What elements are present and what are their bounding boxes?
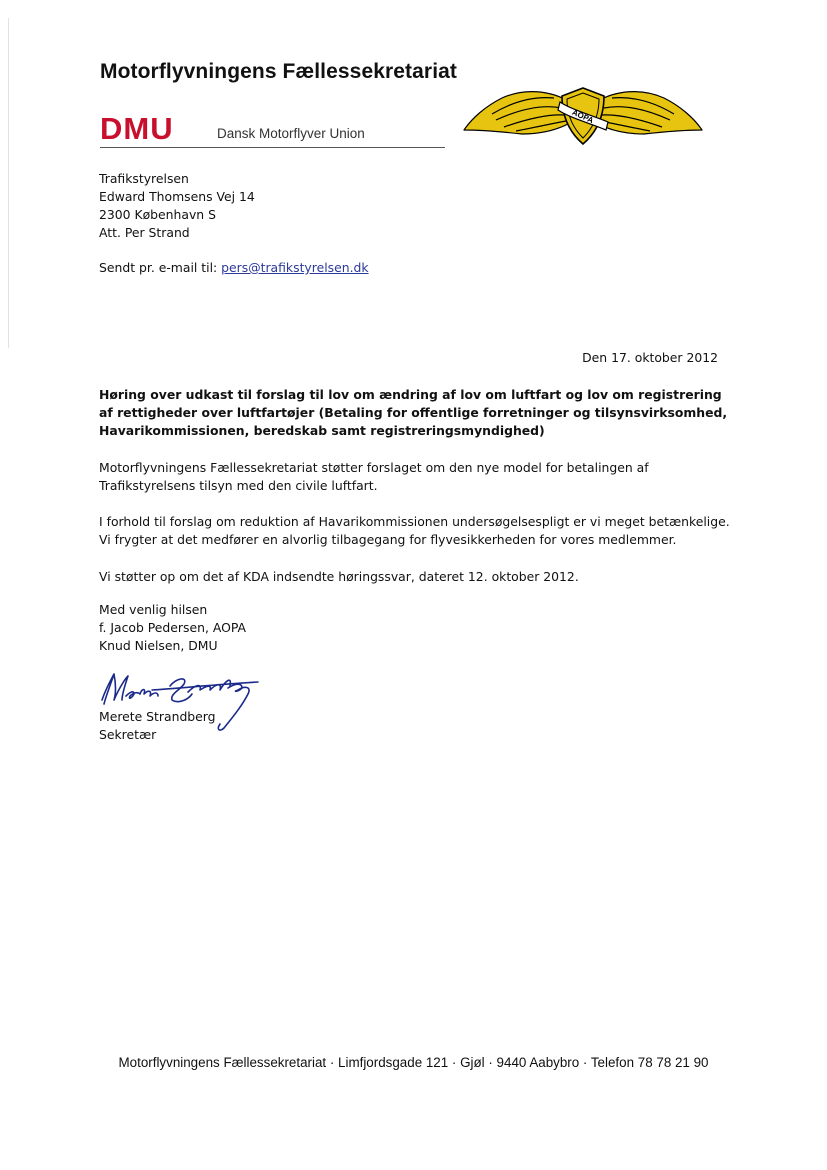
- email-line: [99, 259, 369, 277]
- body-paragraph: Motorflyvningens Fællessekretariat støtter forslaget om den nye model for betalingen af Trafikstyrelsens tilsyn med den civile luftfart.: [99, 460, 649, 493]
- scan-edge-line: [8, 18, 9, 348]
- aopa-logo-text: AOPA: [570, 107, 595, 126]
- dmu-underline: [100, 147, 445, 148]
- recipient-line: Trafikstyrelsen: [99, 171, 189, 186]
- email-prefix: Sendt pr. e-mail til:: [99, 260, 218, 275]
- signer-block: [99, 708, 216, 744]
- aopa-wings-logo: [462, 84, 704, 146]
- body-paragraph: I forhold til forslag om reduktion af Havarikommissionen undersøgelsespligt er vi meget betænkelige. Vi frygter at det medfører en alvorlig tilbagegang for flyvesikkerheden for vores medlemmer.: [99, 514, 730, 547]
- letter-date: Den 17. oktober 2012: [582, 350, 718, 365]
- closing-block: [99, 601, 246, 655]
- signer-name: Merete Strandberg: [99, 709, 216, 724]
- recipient-address: [99, 170, 255, 242]
- body-paragraph: Vi støtter op om det af KDA indsendte høringssvar, dateret 12. oktober 2012.: [99, 569, 579, 584]
- dmu-logo: DMU: [100, 111, 174, 146]
- aopa-right-wing: [596, 92, 702, 134]
- recipient-line: Att. Per Strand: [99, 225, 190, 240]
- recipient-line: Edward Thomsens Vej 14: [99, 189, 255, 204]
- organization-title: Motorflyvningens Fællessekretariat: [100, 60, 458, 83]
- aopa-left-wing: [464, 92, 570, 134]
- subject-heading: Høring over udkast til forslag til lov om ændring af lov om luftfart og lov om registrering af rettigheder over luftfartøjer (Betaling for offentlige forretninger og tilsynsvirksomhed, Havarikommissionen, beredskab samt registreringsmyndighed): [99, 387, 728, 438]
- dmu-logo-block: [100, 111, 445, 150]
- email-link[interactable]: pers@trafikstyrelsen.dk: [221, 260, 369, 275]
- greeting: Med venlig hilsen: [99, 602, 208, 617]
- dmu-full-name: Dansk Motorflyver Union: [217, 126, 365, 141]
- signer-title: Sekretær: [99, 727, 157, 742]
- footer-address: Motorflyvningens Fællessekretariat · Limfjordsgade 121 · Gjøl · 9440 Aabybro · Telefon 78 78 21 90: [118, 1055, 709, 1070]
- recipient-line: 2300 København S: [99, 207, 216, 222]
- signatory-line: Knud Nielsen, DMU: [99, 638, 218, 653]
- signatory-line: f. Jacob Pedersen, AOPA: [99, 620, 246, 635]
